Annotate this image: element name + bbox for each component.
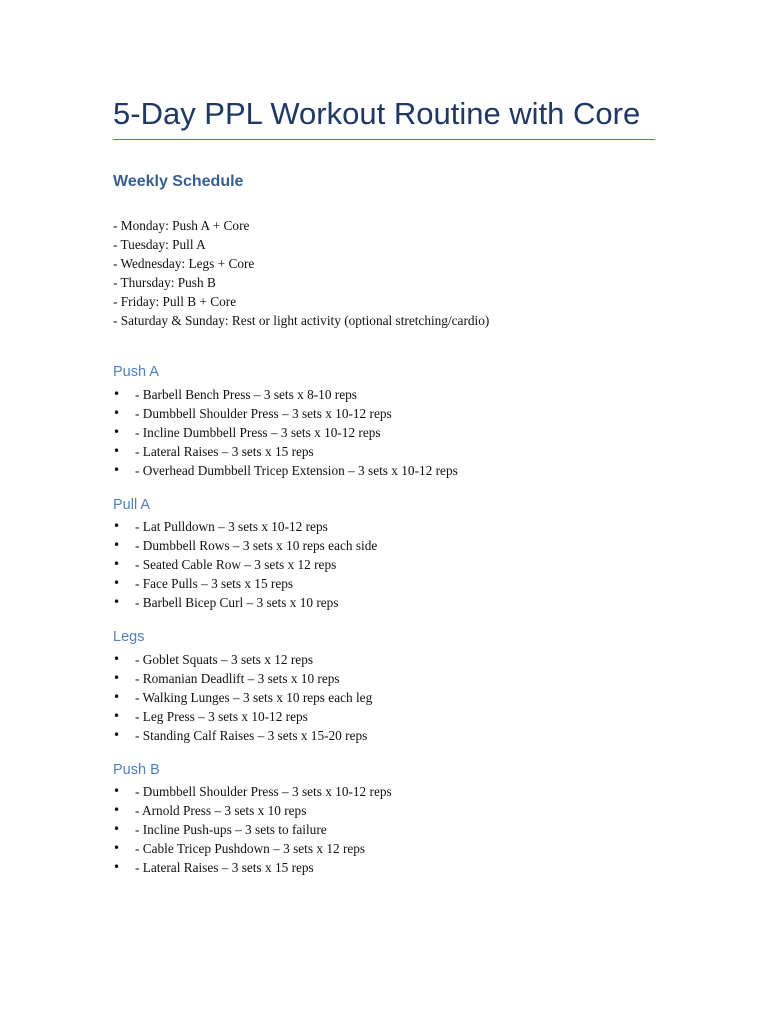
exercise-text: - Barbell Bench Press – 3 sets x 8-10 reps: [135, 387, 357, 402]
title-underline: [113, 139, 655, 140]
exercise-text: - Standing Calf Raises – 3 sets x 15-20 reps: [135, 728, 368, 743]
legs-list: [113, 650, 372, 745]
exercise-item: [113, 461, 458, 480]
exercise-item: [113, 593, 377, 612]
bullet-icon: •: [113, 784, 121, 798]
bullet-icon: •: [113, 595, 121, 609]
exercise-text: - Romanian Deadlift – 3 sets x 10 reps: [135, 671, 340, 686]
bullet-icon: •: [113, 557, 121, 571]
bullet-icon: •: [113, 709, 121, 723]
exercise-item: [113, 555, 377, 574]
exercise-text: - Overhead Dumbbell Tricep Extension – 3 sets x 10-12 reps: [135, 463, 458, 478]
exercise-item: [113, 688, 372, 707]
pull-a-heading: Pull A: [113, 497, 151, 513]
bullet-icon: •: [113, 406, 121, 420]
schedule-item: - Saturday & Sunday: Rest or light activity (optional stretching/cardio): [113, 313, 490, 328]
schedule-item: - Wednesday: Legs + Core: [113, 256, 255, 271]
bullet-icon: •: [113, 860, 121, 874]
schedule-item: - Thursday: Push B: [113, 275, 216, 290]
exercise-item: [113, 574, 377, 593]
weekly-schedule-heading: Weekly Schedule: [113, 173, 244, 190]
bullet-icon: •: [113, 841, 121, 855]
exercise-item: [113, 404, 458, 423]
weekly-schedule-list: [113, 216, 489, 330]
exercise-text: - Incline Dumbbell Press – 3 sets x 10-12 reps: [135, 425, 381, 440]
exercise-text: - Seated Cable Row – 3 sets x 12 reps: [135, 557, 337, 572]
exercise-text: - Incline Push-ups – 3 sets to failure: [135, 822, 327, 837]
schedule-item: - Friday: Pull B + Core: [113, 294, 237, 309]
exercise-text: - Goblet Squats – 3 sets x 12 reps: [135, 652, 314, 667]
exercise-item: [113, 650, 372, 669]
exercise-text: - Cable Tricep Pushdown – 3 sets x 12 reps: [135, 841, 366, 856]
bullet-icon: •: [113, 463, 121, 477]
bullet-icon: •: [113, 387, 121, 401]
bullet-icon: •: [113, 538, 121, 552]
exercise-item: [113, 442, 458, 461]
exercise-text: - Face Pulls – 3 sets x 15 reps: [135, 576, 294, 591]
exercise-text: - Dumbbell Rows – 3 sets x 10 reps each side: [135, 538, 378, 553]
bullet-icon: •: [113, 671, 121, 685]
bullet-icon: •: [113, 519, 121, 533]
schedule-item: - Tuesday: Pull A: [113, 237, 206, 252]
exercise-text: - Arnold Press – 3 sets x 10 reps: [135, 803, 307, 818]
push-a-heading: Push A: [113, 364, 159, 380]
exercise-item: [113, 801, 392, 820]
schedule-item: - Monday: Push A + Core: [113, 218, 250, 233]
bullet-icon: •: [113, 803, 121, 817]
document-title: 5-Day PPL Workout Routine with Core: [113, 96, 641, 131]
exercise-text: - Walking Lunges – 3 sets x 10 reps each leg: [135, 690, 373, 705]
exercise-text: - Lateral Raises – 3 sets x 15 reps: [135, 444, 314, 459]
exercise-text: - Lat Pulldown – 3 sets x 10-12 reps: [135, 519, 328, 534]
exercise-text: - Dumbbell Shoulder Press – 3 sets x 10-12 reps: [135, 406, 392, 421]
exercise-item: [113, 839, 392, 858]
bullet-icon: •: [113, 652, 121, 666]
bullet-icon: •: [113, 728, 121, 742]
exercise-text: - Barbell Bicep Curl – 3 sets x 10 reps: [135, 595, 339, 610]
bullet-icon: •: [113, 425, 121, 439]
bullet-icon: •: [113, 822, 121, 836]
push-b-list: [113, 782, 392, 877]
exercise-item: [113, 707, 372, 726]
bullet-icon: •: [113, 444, 121, 458]
exercise-text: - Leg Press – 3 sets x 10-12 reps: [135, 709, 308, 724]
exercise-item: [113, 517, 377, 536]
exercise-item: [113, 423, 458, 442]
push-a-list: [113, 385, 458, 480]
exercise-item: [113, 726, 372, 745]
exercise-text: - Lateral Raises – 3 sets x 15 reps: [135, 860, 314, 875]
push-b-heading: Push B: [113, 762, 160, 778]
exercise-item: [113, 858, 392, 877]
exercise-item: [113, 820, 392, 839]
bullet-icon: •: [113, 576, 121, 590]
pull-a-list: [113, 517, 377, 612]
exercise-item: [113, 385, 458, 404]
exercise-text: - Dumbbell Shoulder Press – 3 sets x 10-12 reps: [135, 784, 392, 799]
exercise-item: [113, 782, 392, 801]
exercise-item: [113, 669, 372, 688]
legs-heading: Legs: [113, 629, 145, 645]
bullet-icon: •: [113, 690, 121, 704]
exercise-item: [113, 536, 377, 555]
